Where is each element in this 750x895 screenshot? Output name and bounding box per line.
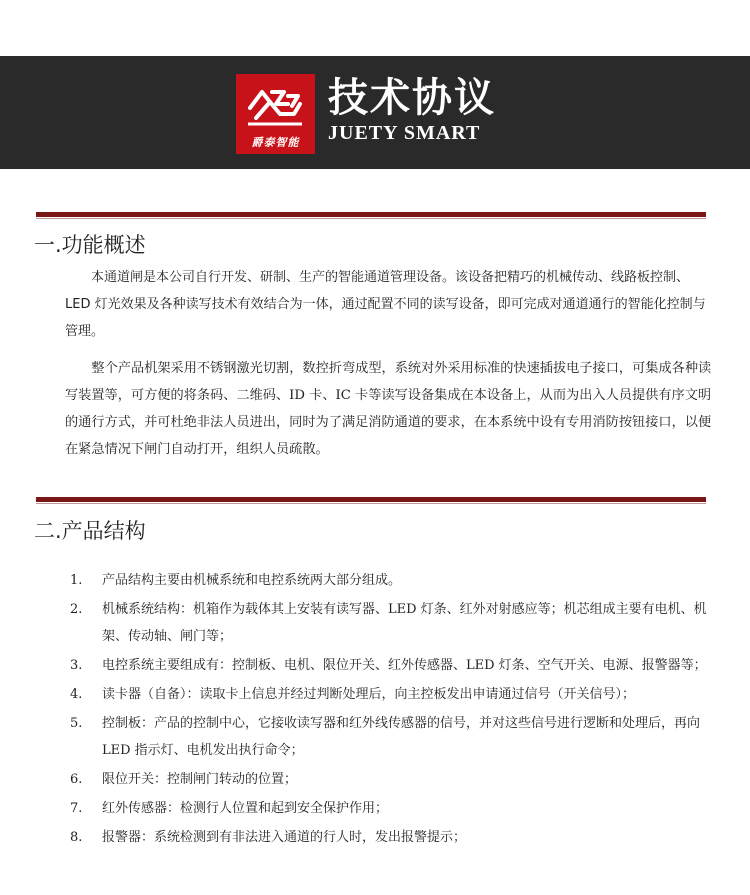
structure-list bbox=[70, 567, 720, 853]
list-item: 1. 产品结构主要由机械系统和电控系统两大部分组成。 bbox=[70, 573, 402, 588]
logo-emblem-icon bbox=[236, 74, 315, 136]
list-item: 8. 报警器：系统检测到有非法进入通道的行人时，发出报警提示； bbox=[70, 830, 467, 845]
list-item: 2. 机械系统结构：机箱作为载体其上安装有读写器、LED 灯条、红外对射感应等；机芯组成主要有电机、机架、传动轴、闸门等； bbox=[70, 602, 707, 644]
list-item: 6. 限位开关：控制闸门转动的位置； bbox=[70, 772, 298, 787]
list-item: 7. 红外传感器：检测行人位置和起到安全保护作用； bbox=[70, 801, 389, 816]
company-logo bbox=[236, 74, 315, 154]
list-item: 5. 控制板：产品的控制中心，它接收读写器和红外线传感器的信号，并对这些信号进行逻断和处理后，再向 LED 指示灯、电机发出执行命令； bbox=[70, 716, 701, 758]
overview-paragraph-2: 整个产品机架采用不锈钢激光切割，数控折弯成型，系统对外采用标准的快速插拔电子接口，可集成各种读写装置等，可方便的将条码、二维码、ID 卡、IC 卡等读写设备集成在本设备上，从而为出入人员提供有序文明的通行方式，并可杜绝非法人员进出，同时为了满足消防通道的要求，在本系统中设有专用消防按钮接口，以便在紧急情况下闸门自动打开，组织人员疏散。 bbox=[65, 361, 712, 457]
section-divider bbox=[36, 497, 706, 502]
section-divider bbox=[36, 212, 706, 217]
brand-name-english: JUETY SMART bbox=[328, 122, 481, 144]
section-title-structure: 二.产品结构 bbox=[34, 519, 146, 543]
list-item: 3. 电控系统主要组成有：控制板、电机、限位开关、红外传感器、LED 灯条、空气开关、电源、报警器等； bbox=[70, 658, 707, 673]
section-title-overview: 一.功能概述 bbox=[34, 233, 146, 257]
overview-paragraph-1: 本通道闸是本公司自行开发、研制、生产的智能通道管理设备。该设备把精巧的机械传动、线路板控制、LED 灯光效果及各种读写技术有效结合为一体，通过配置不同的读写设备，即可完成对通道通行的智能化控制与管理。 bbox=[65, 270, 706, 339]
page-title: 技术协议 bbox=[328, 75, 496, 121]
list-item: 4. 读卡器（自备）：读取卡上信息并经过判断处理后，向主控板发出申请通过信号（开关信号）； bbox=[70, 687, 636, 702]
logo-chinese-text: 爵泰智能 bbox=[251, 136, 300, 149]
